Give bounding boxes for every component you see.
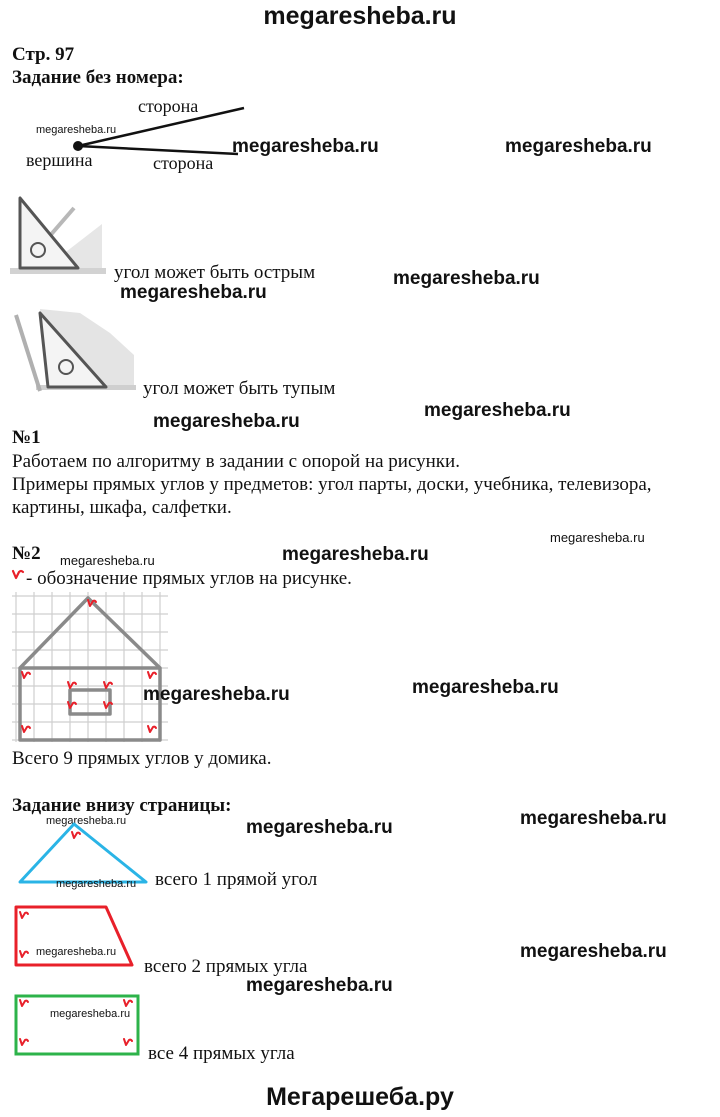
task1-number: №1 — [12, 427, 41, 448]
watermark: megaresheba.ru — [550, 530, 645, 545]
right-trapezoid-figure — [12, 903, 136, 969]
house-roof — [20, 598, 160, 668]
task1-line: картины, шкафа, салфетки. — [12, 497, 232, 518]
angle-label-side-bottom: сторона — [153, 153, 214, 173]
task-unnumbered-title: Задание без номера: — [12, 67, 184, 88]
set-square-obtuse-illustration — [10, 305, 136, 397]
right-triangle-figure — [16, 818, 150, 886]
task2-number: №2 — [12, 543, 41, 564]
watermark: megaresheba.ru — [246, 817, 393, 838]
task2-legend: - обозначение прямых углов на рисунке. — [26, 568, 352, 589]
set-square-acute-illustration — [10, 192, 106, 278]
watermark: megaresheba.ru — [46, 815, 127, 827]
page-number: Стр. 97 — [12, 44, 75, 65]
watermark: megaresheba.ru — [56, 878, 137, 890]
watermark: megaresheba.ru — [36, 946, 117, 958]
obtuse-caption: угол может быть тупым — [143, 378, 336, 399]
watermark: megaresheba.ru — [36, 124, 117, 136]
task1-line: Работаем по алгоритму в задании с опорой на рисунки. — [12, 451, 460, 472]
triangle-caption: всего 1 прямой угол — [155, 869, 318, 890]
watermark: megaresheba.ru — [120, 282, 267, 303]
house-grid-figure — [12, 592, 172, 744]
trapezoid-caption: всего 2 прямых угла — [144, 956, 308, 977]
angle-label-side-top: сторона — [138, 96, 199, 116]
watermark: megaresheba.ru — [143, 684, 290, 705]
rectangle-figure — [12, 992, 142, 1058]
task2-total: Всего 9 прямых углов у домика. — [12, 748, 272, 769]
angle-label-vertex: вершина — [26, 150, 93, 170]
watermark: megaresheba.ru — [505, 136, 652, 157]
watermark: megaresheba.ru — [282, 544, 429, 565]
watermark: megaresheba.ru — [246, 975, 393, 996]
site-footer: Мегарешеба.ру — [266, 1083, 454, 1111]
watermark: megaresheba.ru — [520, 808, 667, 829]
watermark: megaresheba.ru — [60, 553, 155, 568]
task1-line: Примеры прямых углов у предметов: угол парты, доски, учебника, телевизора, — [12, 474, 652, 495]
rectangle-caption: все 4 прямых угла — [148, 1043, 295, 1064]
task-bottom-title: Задание внизу страницы: — [12, 795, 232, 816]
watermark: megaresheba.ru — [232, 136, 379, 157]
site-header: megaresheba.ru — [263, 2, 457, 30]
right-angle-mark-icon — [12, 569, 26, 581]
watermark: megaresheba.ru — [393, 268, 540, 289]
watermark: megaresheba.ru — [50, 1008, 131, 1020]
acute-caption: угол может быть острым — [114, 262, 316, 283]
watermark: megaresheba.ru — [520, 941, 667, 962]
watermark: megaresheba.ru — [412, 677, 559, 698]
watermark: megaresheba.ru — [424, 400, 571, 421]
watermark: megaresheba.ru — [153, 411, 300, 432]
